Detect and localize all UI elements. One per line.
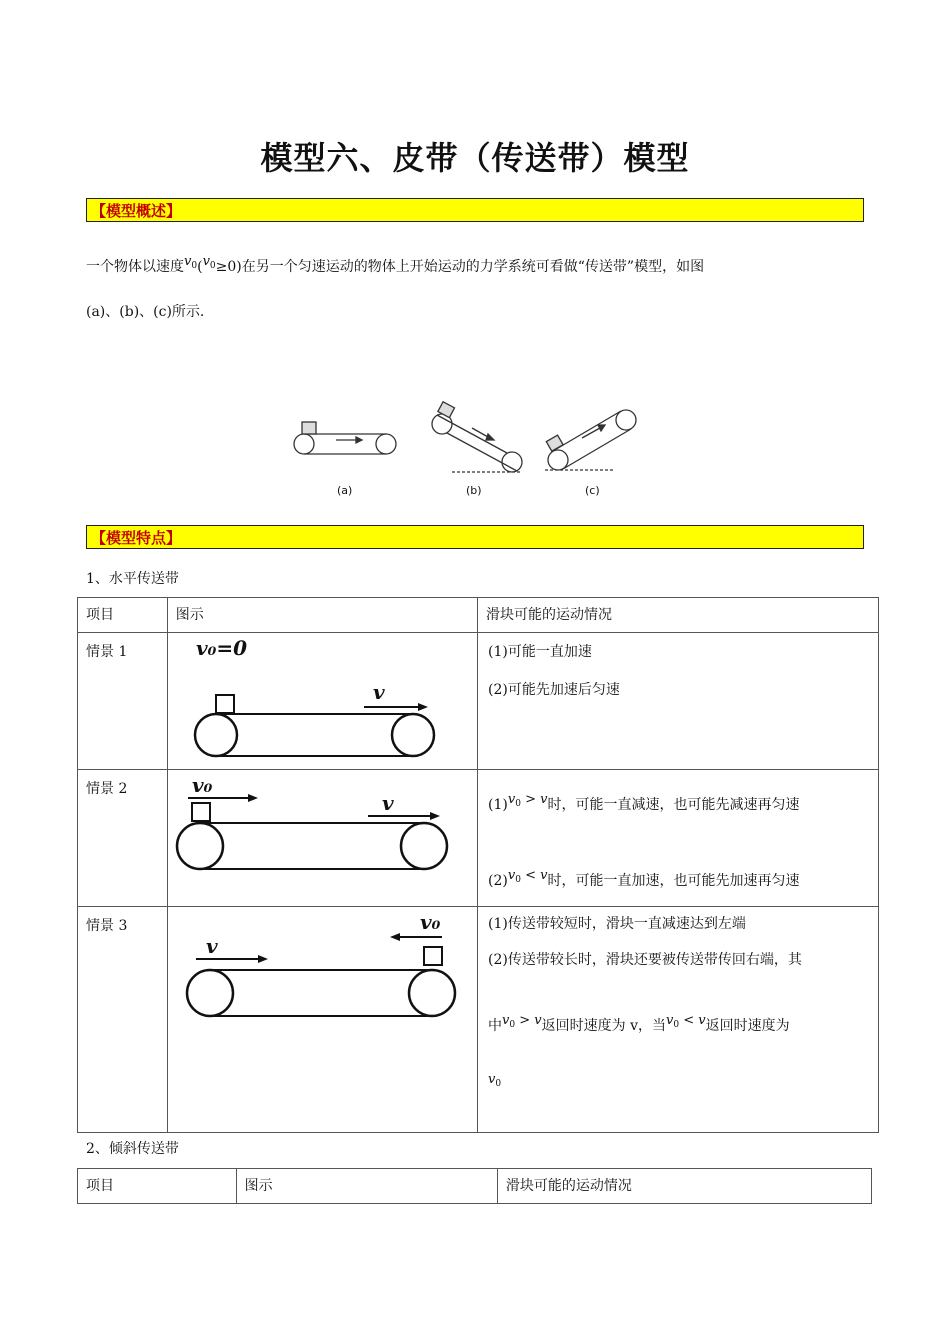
inclined-belt-table [77, 1168, 872, 1204]
scenario-3-diagram [168, 907, 478, 1037]
table-row [78, 907, 879, 1133]
scenario-1-label: 情景 1 [86, 644, 128, 660]
scenario-2-line-1: $(1)v_0 > v$时，可能一直减速，也可能先减速再匀速 [487, 792, 800, 813]
svg-text:v₀: v₀ [191, 773, 213, 797]
scenario-1-line-2: (2)可能先加速后匀速 [487, 682, 620, 698]
scenario-2-label: 情景 2 [86, 781, 128, 797]
section-inclined: 2、倾斜传送带 [86, 1141, 179, 1157]
figure-c-belt [545, 410, 636, 470]
section-horizontal: 1、水平传送带 [86, 571, 179, 587]
scenario-3-line-4: $v_0$ [487, 1072, 502, 1089]
header-motion: 滑块可能的运动情况 [485, 607, 612, 623]
overview-heading: 【模型概述】 [91, 202, 182, 220]
figure-b-caption: (b) [466, 484, 482, 497]
scenario-2-line-2: $(2)v_0 < v$时，可能一直加速，也可能先加速再匀速 [487, 868, 800, 889]
table-header-row [78, 598, 879, 633]
scenario-3-label: 情景 3 [86, 918, 128, 934]
overview-line-2: (a)、(b)、(c)所示. [86, 304, 205, 320]
v0-symbol: $v_0$ [184, 254, 198, 271]
v0-label: v₀=0 [195, 636, 247, 660]
header-figure: 图示 [175, 607, 204, 623]
scenario-3-line-2: (2)传送带较长时，滑块还要被传送带传回右端，其 [487, 952, 802, 968]
header-motion: 滑块可能的运动情况 [505, 1178, 632, 1194]
figure-c-caption: (c) [585, 484, 600, 497]
table-row [78, 633, 879, 770]
v0-symbol: $v_0$ [202, 254, 216, 271]
svg-text:v₀: v₀ [419, 910, 441, 934]
overview-line-1: 一个物体以速度$v_0(v_0\ge 0)$在另一个匀速运动的物体上开始运动的力学系统可看做“传送带”模型，如图 [86, 254, 705, 275]
figure-a-caption: (a) [337, 484, 353, 497]
header-item: 项目 [86, 607, 114, 623]
scenario-3-line-3: 中$v_0 > v$返回时速度为 v，当$v_0 < v$返回时速度为 [487, 1013, 790, 1034]
figure-a-belt [294, 422, 396, 454]
features-banner [86, 525, 864, 549]
scenario-3-line-1: (1)传送带较短时，滑块一直减速达到左端 [487, 916, 746, 932]
table-row [78, 770, 879, 907]
features-heading: 【模型特点】 [91, 529, 182, 547]
scenario-2-diagram [168, 770, 478, 904]
header-figure: 图示 [244, 1178, 273, 1194]
scenario-1-line-1: (1)可能一直加速 [487, 644, 592, 660]
svg-text:v: v [205, 934, 218, 958]
scenario-1-diagram [188, 635, 448, 763]
table-header-row [78, 1169, 872, 1204]
svg-text:v: v [381, 791, 394, 815]
horizontal-belt-table [77, 597, 879, 1133]
header-item: 项目 [86, 1178, 114, 1194]
page-title: 模型六、皮带（传送带）模型 [260, 139, 690, 177]
figure-b-belt [432, 402, 522, 472]
overview-banner [86, 198, 864, 222]
svg-text:v: v [372, 680, 385, 704]
